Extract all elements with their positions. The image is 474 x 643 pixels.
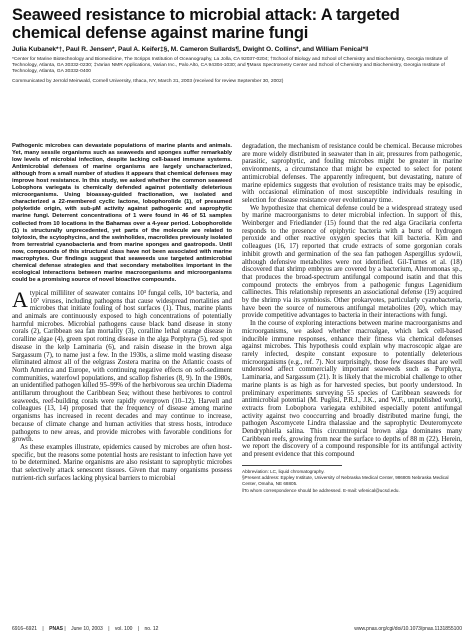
intro-paragraph-1-text: typical milliliter of seawater contains 10³ fungal cells, 10⁶ bacteria, and 10⁷ viruses, including pathogens that cause widespread mortalities and microbes that initiate fouling of host surfaces (1). Thus, marine plants and animals are continuously exposed to high concentrations of potentially harmful microbes. Microbial pathogens cause black band disease in stony corals (2), Caribbean sea fan mortality (3), coralline lethal orange disease in coralline algae (4), green spot rotting disease in the alga Porphyra (5), red spot disease in the kelp Laminaria (6), and raisin disease in the brown alga Sargassum (7), to name just a few. In the 1930s, a slime mold wasting disease eliminated almost all of the eelgrass Zostera marina on the Atlantic coasts of North America and Europe, with continuing negative effects on soft-sediment communities, waterfowl populations, and scallop fisheries (8, 9). In the 1980s, an unidentified pathogen killed 95–99% of the herbivorous sea urchin Diadema antillarum throughout the Caribbean Sea; without these herbivores to control seaweeds, reef-building corals were rapidly overgrown (10–12). Harvell and colleagues (13, 14) proposed that the frequency of disease among marine organisms has increased in recent decades and may continue to increase, because of climate change and human activities that stress hosts, introduce pathogens to new areas, and provide microbes with favorable conditions for growth. [12, 289, 232, 444]
body-paragraph-3: In the course of exploring interactions between marine macroorganisms and microorganisms, we asked whether macroalgae, which lack cell-based inducible immune responses, enhance their fitness via chemical defenses against microbes. This hypothesis could explain why macroscopic algae are rarely infected, despite constant exposure to potentially deleterious microorganisms (e.g., ref. 7). Not surprisingly, those few diseases that are well understood affect commercially important seaweeds such as Porphyra, Laminaria, and Sargassum (21). It is likely that the microbial challenge to other marine plants is as high as for harvested species, but poorly understood. In preliminary experiments surveying 55 species of Caribbean seaweeds for antimicrobial potential (M. Puglisi, P.R.J., J.K., and W.F., unpublished work), extracts from Lobophora variegata exhibited especially potent antifungal activity against two cooccurring and broadly distributed marine fungi, the pathogen Ascomycete Lindra thalassiae and the saprophytic Deuteromycete Dendryphiella salina. This circumtropical brown alga dominates many Caribbean reefs, growing from near the surface to depths of 88 m (22). Herein, we report the discovery of a compound responsible for its antifungal activity and present evidence that this compound [242, 320, 462, 459]
author-list: Julia Kubanek*†, Paul R. Jensen*, Paul A. Keifer‡§, M. Cameron Sullards¶, Dwight O. Collins*, and William Fenical*‖ [12, 46, 369, 53]
intro-paragraph-2: As these examples illustrate, epidemics caused by microbes are often host-specific, but the reasons some potential hosts are resistant to infection have yet to be determined. Marine organisms are also resistant to saprophytic microbes that selectively attack senescent tissues. Given that many organisms possess nutrient-rich surfaces lacking physical barriers to microbial [12, 444, 232, 482]
footer-issue: no. 12 [144, 626, 159, 632]
article-page [12, 6, 462, 636]
affiliations: *Center for Marine Biotechnology and Biomedicine, The Scripps Institution of Oceanography, La Jolla, CA 92037-0204; †School of Biology and School of Chemistry and Biochemistry, Georgia Institute of Technology, Atlanta, GA 30332-0230; ‡Varian NMR Applications, Varian Inc., Palo Alto, CA 94304-1030; and ¶Mass Spectrometry Center and School of Chemistry and Biochemistry, Georgia Institute of Technology, Atlanta, GA 30332-0400 [12, 57, 448, 74]
footnote-present-address: §Present address: Eppley Institute, University of Nebraska Medical Center, 986805 Nebraska Medical Center, Omaha, NE 68805. [242, 475, 449, 487]
intro-paragraph-1 [12, 286, 232, 444]
footnote-abbreviation: Abbreviation: LC, liquid chromatography. [242, 468, 325, 474]
footer-date: June 10, 2003 [71, 626, 103, 632]
footer-journal: PNAS [49, 626, 64, 632]
footer-citation: 6916–6921 | PNAS | June 10, 2003 | vol. 100 | no. 12 [12, 626, 159, 632]
two-column-body [12, 143, 462, 623]
footer-pages: 6916–6921 [12, 626, 38, 632]
footer-volume: vol. 100 [114, 626, 133, 632]
article-title: Seaweed resistance to microbial attack: A targeted chemical defense against marine fungi [12, 6, 400, 42]
page-footer [12, 625, 462, 633]
footnote-divider [242, 465, 342, 466]
left-column [12, 143, 232, 623]
body-paragraph-1: degradation, the mechanism of resistance could be chemical. Because microbes are more widely distributed in seawater than in air, pressures from pathogenic, parasitic, saprophytic, and fouling microbes might be greater in marine environments, a circumstance that might be expected to select for potent antimicrobial defenses. The apparently infrequent, but devastating, nature of marine epidemics suggests that evolution of resistance traits may be episodic, with occasional elimination of most susceptible individuals resulting in selection for disease resistance over evolutionary time. [242, 143, 462, 204]
drop-cap: A [12, 286, 28, 312]
abstract: Pathogenic microbes can devastate populations of marine plants and animals. Yet, many sessile organisms such as seaweeds and sponges suffer remarkably low levels of microbial infection, despite lacking cell-based immune systems. Antimicrobial defenses of marine organisms are largely uncharacterized, although from a small number of studies it appears that chemical defenses may improve host resistance. In this study, we asked whether the common seaweed Lobophora variegata is chemically defended against potentially deleterious microorganisms. Using bioassay-guided fractionation, we isolated and characterized a 22-membered cyclic lactone, lobophorolide (1), of presumed polyketide origin, with sub-μM activity against pathogenic and saprophytic marine fungi. Deterrent concentrations of 1 were found in 46 of 51 samples collected from 10 locations in the Bahamas over a 4-year period. Lobophorolide (1) is structurally unprecedented, yet parts of the molecule are related to tolytoxin, the scytophycins, and the swinholides, macrolides previously isolated from terrestrial cyanobacteria and from marine sponges and gastropods. Until now, compounds of this structural class have not been associated with marine macrophytes. Our findings suggest that seaweeds use targeted antimicrobial chemical defense strategies and that secondary metabolites important in the ecological interactions between marine macroorganisms and microorganisms could be a promising source of novel bioactive compounds. [12, 143, 232, 283]
communicated-line: Communicated by Jerrold Meinwald, Cornell University, Ithaca, NY, March 31, 2003 (received for review September 30, 2002) [12, 79, 284, 84]
footer-doi-link[interactable]: www.pnas.org/cgi/doi/10.1073/pnas.1131855100 [354, 626, 462, 632]
right-column [242, 143, 462, 623]
footnote-correspondence: ‖To whom correspondence should be addressed. E-mail: wfenical@ucsd.edu. [242, 487, 400, 493]
body-paragraph-2: We hypothesize that chemical defense could be a widespread strategy used by marine macroorganisms to deter microbial infection. In support of this, Weinberger and Friedlander (15) found that the red alga Gracilaria conferta responds to the presence of epiphytic bacteria with a burst of hydrogen peroxide and other reactive oxygen species that kill bacteria. Kim and colleagues (16, 17) reported that crude extracts of some gorgonian corals inhibit growth and germination of the sea fan pathogen Aspergillus sydowii, although defensive metabolites were not identified. Gil-Turnes et al. (18) discovered that shrimp embryos are covered by a bacterium, Alteromonas sp., that produces the broad-spectrum antifungal compound isatin and that this compound protects the embryos from a pathogenic fungus Lagenidium callinectes. This relationship represents an associational defense (19) acquired by the shrimp via its symbiosis. Other prokaryotes, particularly cyanobacteria, have been the source of numerous antifungal metabolites (20), which may provide competitive advantages to bacteria in their interactions with fungi. [242, 204, 462, 320]
